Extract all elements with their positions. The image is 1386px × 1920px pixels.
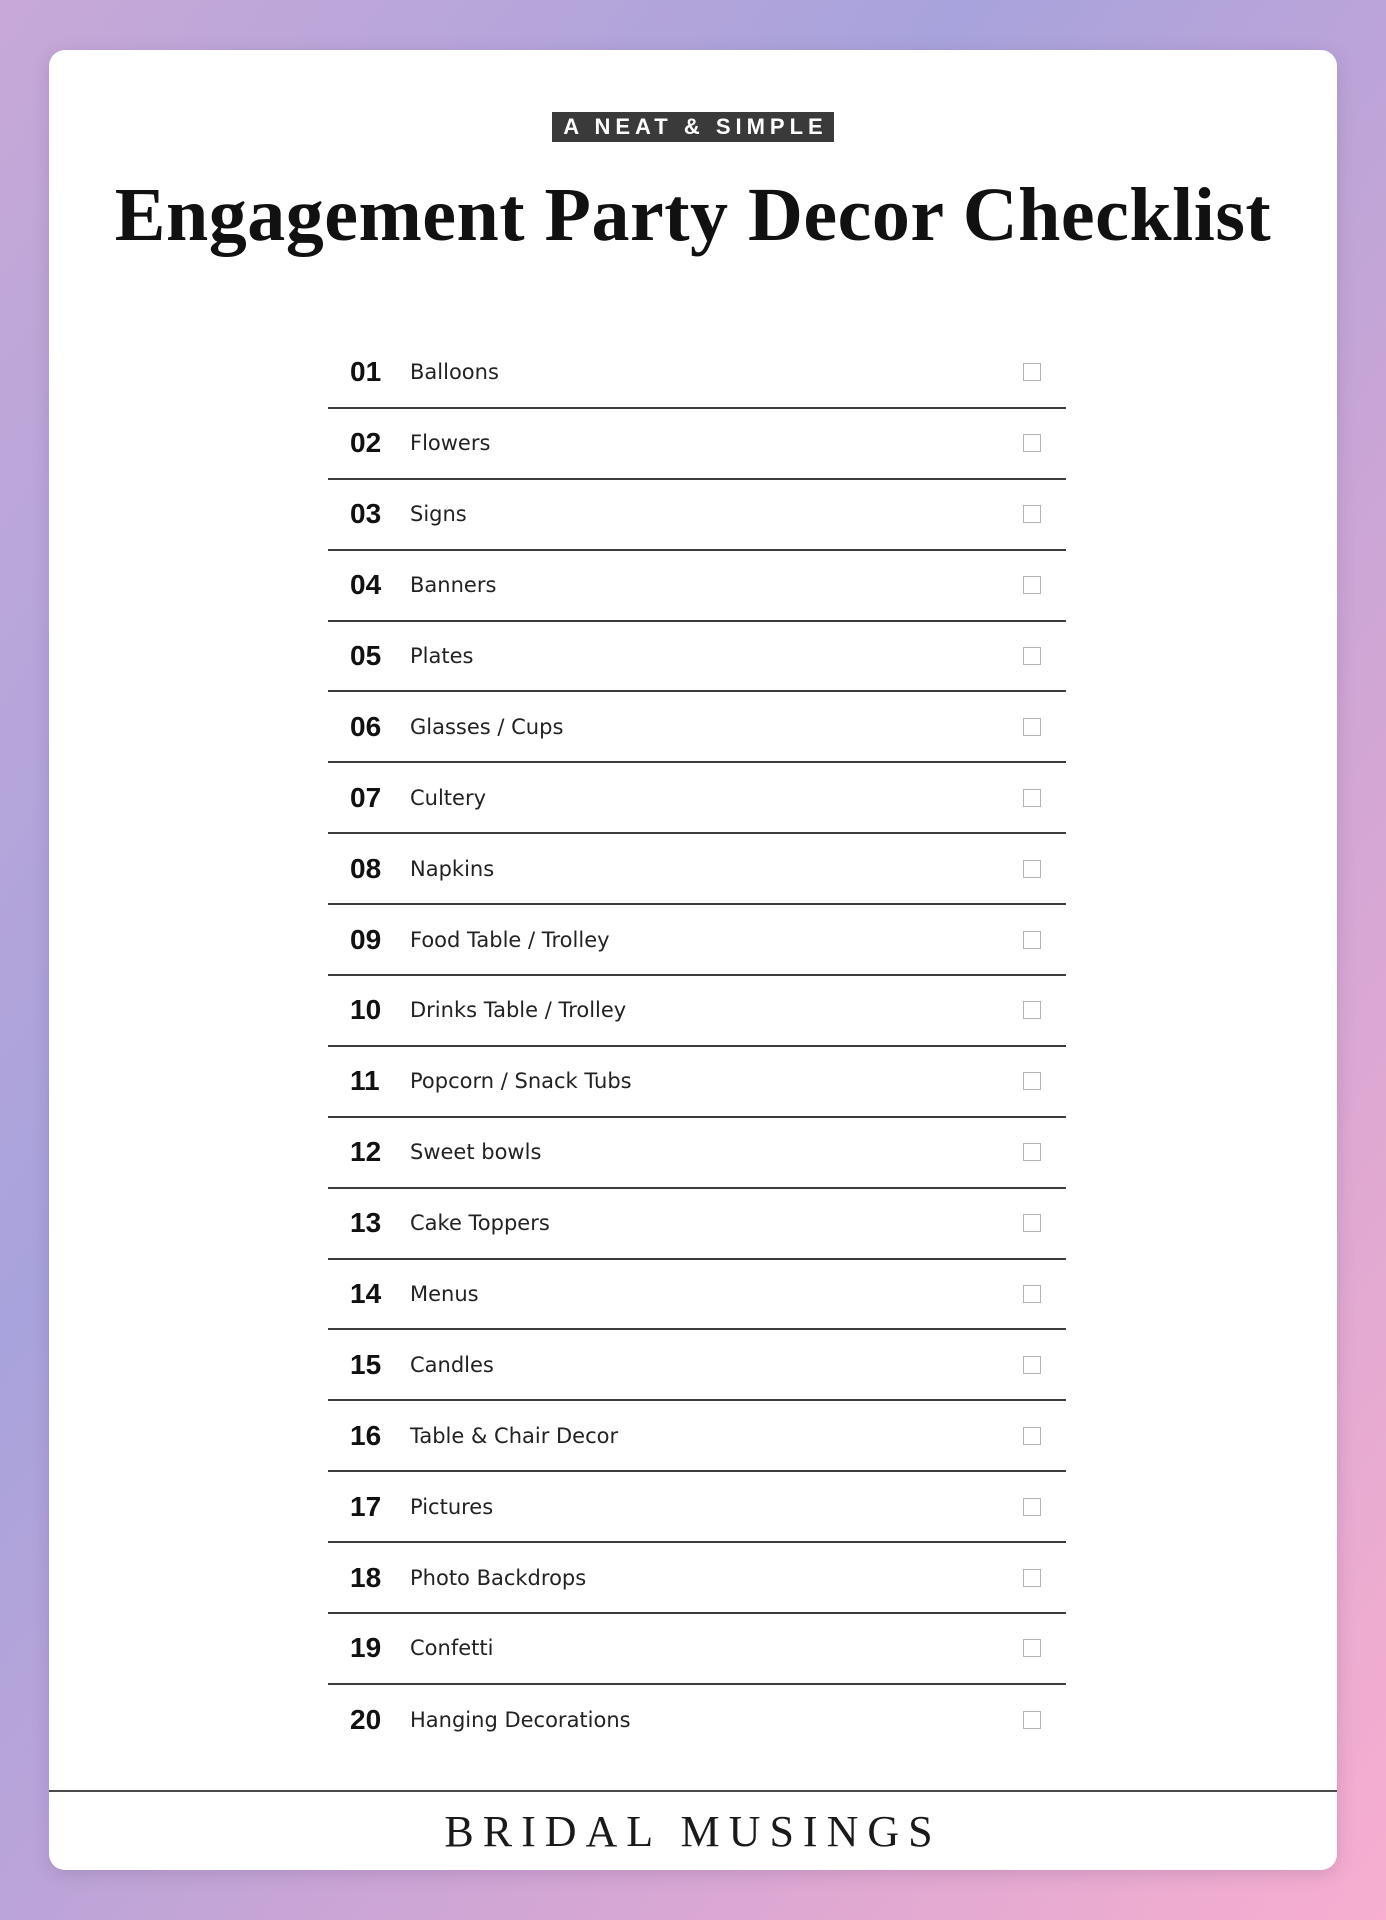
item-checkbox[interactable] xyxy=(1023,1711,1041,1729)
item-checkbox[interactable] xyxy=(1023,931,1041,949)
checklist-card xyxy=(49,50,1337,1870)
item-checkbox[interactable] xyxy=(1023,1143,1041,1161)
item-number: 20 xyxy=(350,1704,382,1736)
item-label: Food Table / Trolley xyxy=(410,927,610,952)
list-item xyxy=(328,409,1066,480)
item-label: Photo Backdrops xyxy=(410,1565,587,1590)
item-number: 19 xyxy=(350,1632,382,1664)
item-label: Drinks Table / Trolley xyxy=(410,998,627,1023)
item-number: 11 xyxy=(350,1065,380,1097)
list-item xyxy=(328,1543,1066,1614)
list-item xyxy=(328,1401,1066,1472)
list-item xyxy=(328,1260,1066,1331)
item-label: Plates xyxy=(410,644,474,668)
item-checkbox[interactable] xyxy=(1023,1285,1041,1303)
checklist xyxy=(328,338,1066,1756)
list-item xyxy=(328,1118,1066,1189)
item-number: 13 xyxy=(350,1207,382,1239)
brand-logo-text: BRIDAL MUSINGS xyxy=(444,1807,942,1856)
item-checkbox[interactable] xyxy=(1023,1569,1041,1587)
item-label: Pictures xyxy=(410,1494,494,1519)
item-number: 16 xyxy=(350,1419,382,1451)
item-label: Table & Chair Decor xyxy=(410,1423,619,1448)
item-checkbox[interactable] xyxy=(1023,1427,1041,1445)
item-checkbox[interactable] xyxy=(1023,647,1041,665)
item-label: Banners xyxy=(410,573,497,598)
item-number: 18 xyxy=(350,1561,382,1593)
item-number: 03 xyxy=(350,498,382,530)
kicker-label: A NEAT & SIMPLE xyxy=(552,112,833,142)
list-item xyxy=(328,1685,1066,1756)
list-item xyxy=(328,976,1066,1047)
item-number: 10 xyxy=(350,994,382,1026)
item-checkbox[interactable] xyxy=(1023,363,1041,381)
item-number: 12 xyxy=(350,1136,382,1168)
item-checkbox[interactable] xyxy=(1023,1356,1041,1374)
list-item xyxy=(328,1330,1066,1401)
item-label: Napkins xyxy=(410,856,495,881)
list-item xyxy=(328,1189,1066,1260)
item-label: Cake Toppers xyxy=(410,1211,550,1236)
item-number: 06 xyxy=(350,710,382,742)
item-checkbox[interactable] xyxy=(1023,789,1041,807)
item-checkbox[interactable] xyxy=(1023,1214,1041,1232)
item-number: 08 xyxy=(350,852,382,884)
item-checkbox[interactable] xyxy=(1023,505,1041,523)
item-number: 09 xyxy=(350,923,382,955)
list-item xyxy=(328,692,1066,763)
list-item xyxy=(328,1614,1066,1685)
kicker-wrap xyxy=(49,112,1337,142)
item-number: 17 xyxy=(350,1490,382,1522)
list-item xyxy=(328,763,1066,834)
item-label: Menus xyxy=(410,1282,479,1307)
item-checkbox[interactable] xyxy=(1023,1001,1041,1019)
page-title: Engagement Party Decor Checklist xyxy=(114,173,1272,257)
item-checkbox[interactable] xyxy=(1023,1498,1041,1516)
item-number: 05 xyxy=(350,640,382,671)
list-item xyxy=(328,1047,1066,1118)
list-item xyxy=(328,338,1066,409)
item-number: 01 xyxy=(350,356,382,388)
item-checkbox[interactable] xyxy=(1023,1072,1041,1090)
item-number: 04 xyxy=(350,569,382,601)
item-checkbox[interactable] xyxy=(1023,1639,1041,1657)
list-item xyxy=(328,551,1066,622)
item-number: 07 xyxy=(350,781,382,813)
list-item xyxy=(328,622,1066,693)
list-item xyxy=(328,834,1066,905)
item-checkbox[interactable] xyxy=(1023,718,1041,736)
item-label: Glasses / Cups xyxy=(410,714,564,739)
item-number: 15 xyxy=(350,1348,382,1380)
list-item xyxy=(328,1472,1066,1543)
item-label: Cultery xyxy=(410,785,487,810)
item-checkbox[interactable] xyxy=(1023,860,1041,878)
item-label: Popcorn / Snack Tubs xyxy=(410,1069,632,1094)
item-label: Sweet bowls xyxy=(410,1140,542,1165)
item-label: Signs xyxy=(410,502,467,527)
item-label: Hanging Decorations xyxy=(410,1708,631,1733)
item-label: Balloons xyxy=(410,360,499,385)
footer-divider xyxy=(49,1790,1337,1792)
item-label: Flowers xyxy=(410,431,491,456)
item-checkbox[interactable] xyxy=(1023,576,1041,594)
item-number: 02 xyxy=(350,427,382,459)
item-label: Confetti xyxy=(410,1636,494,1661)
list-item xyxy=(328,480,1066,551)
list-item xyxy=(328,905,1066,976)
item-label: Candles xyxy=(410,1352,494,1377)
item-number: 14 xyxy=(350,1278,382,1310)
item-checkbox[interactable] xyxy=(1023,434,1041,452)
